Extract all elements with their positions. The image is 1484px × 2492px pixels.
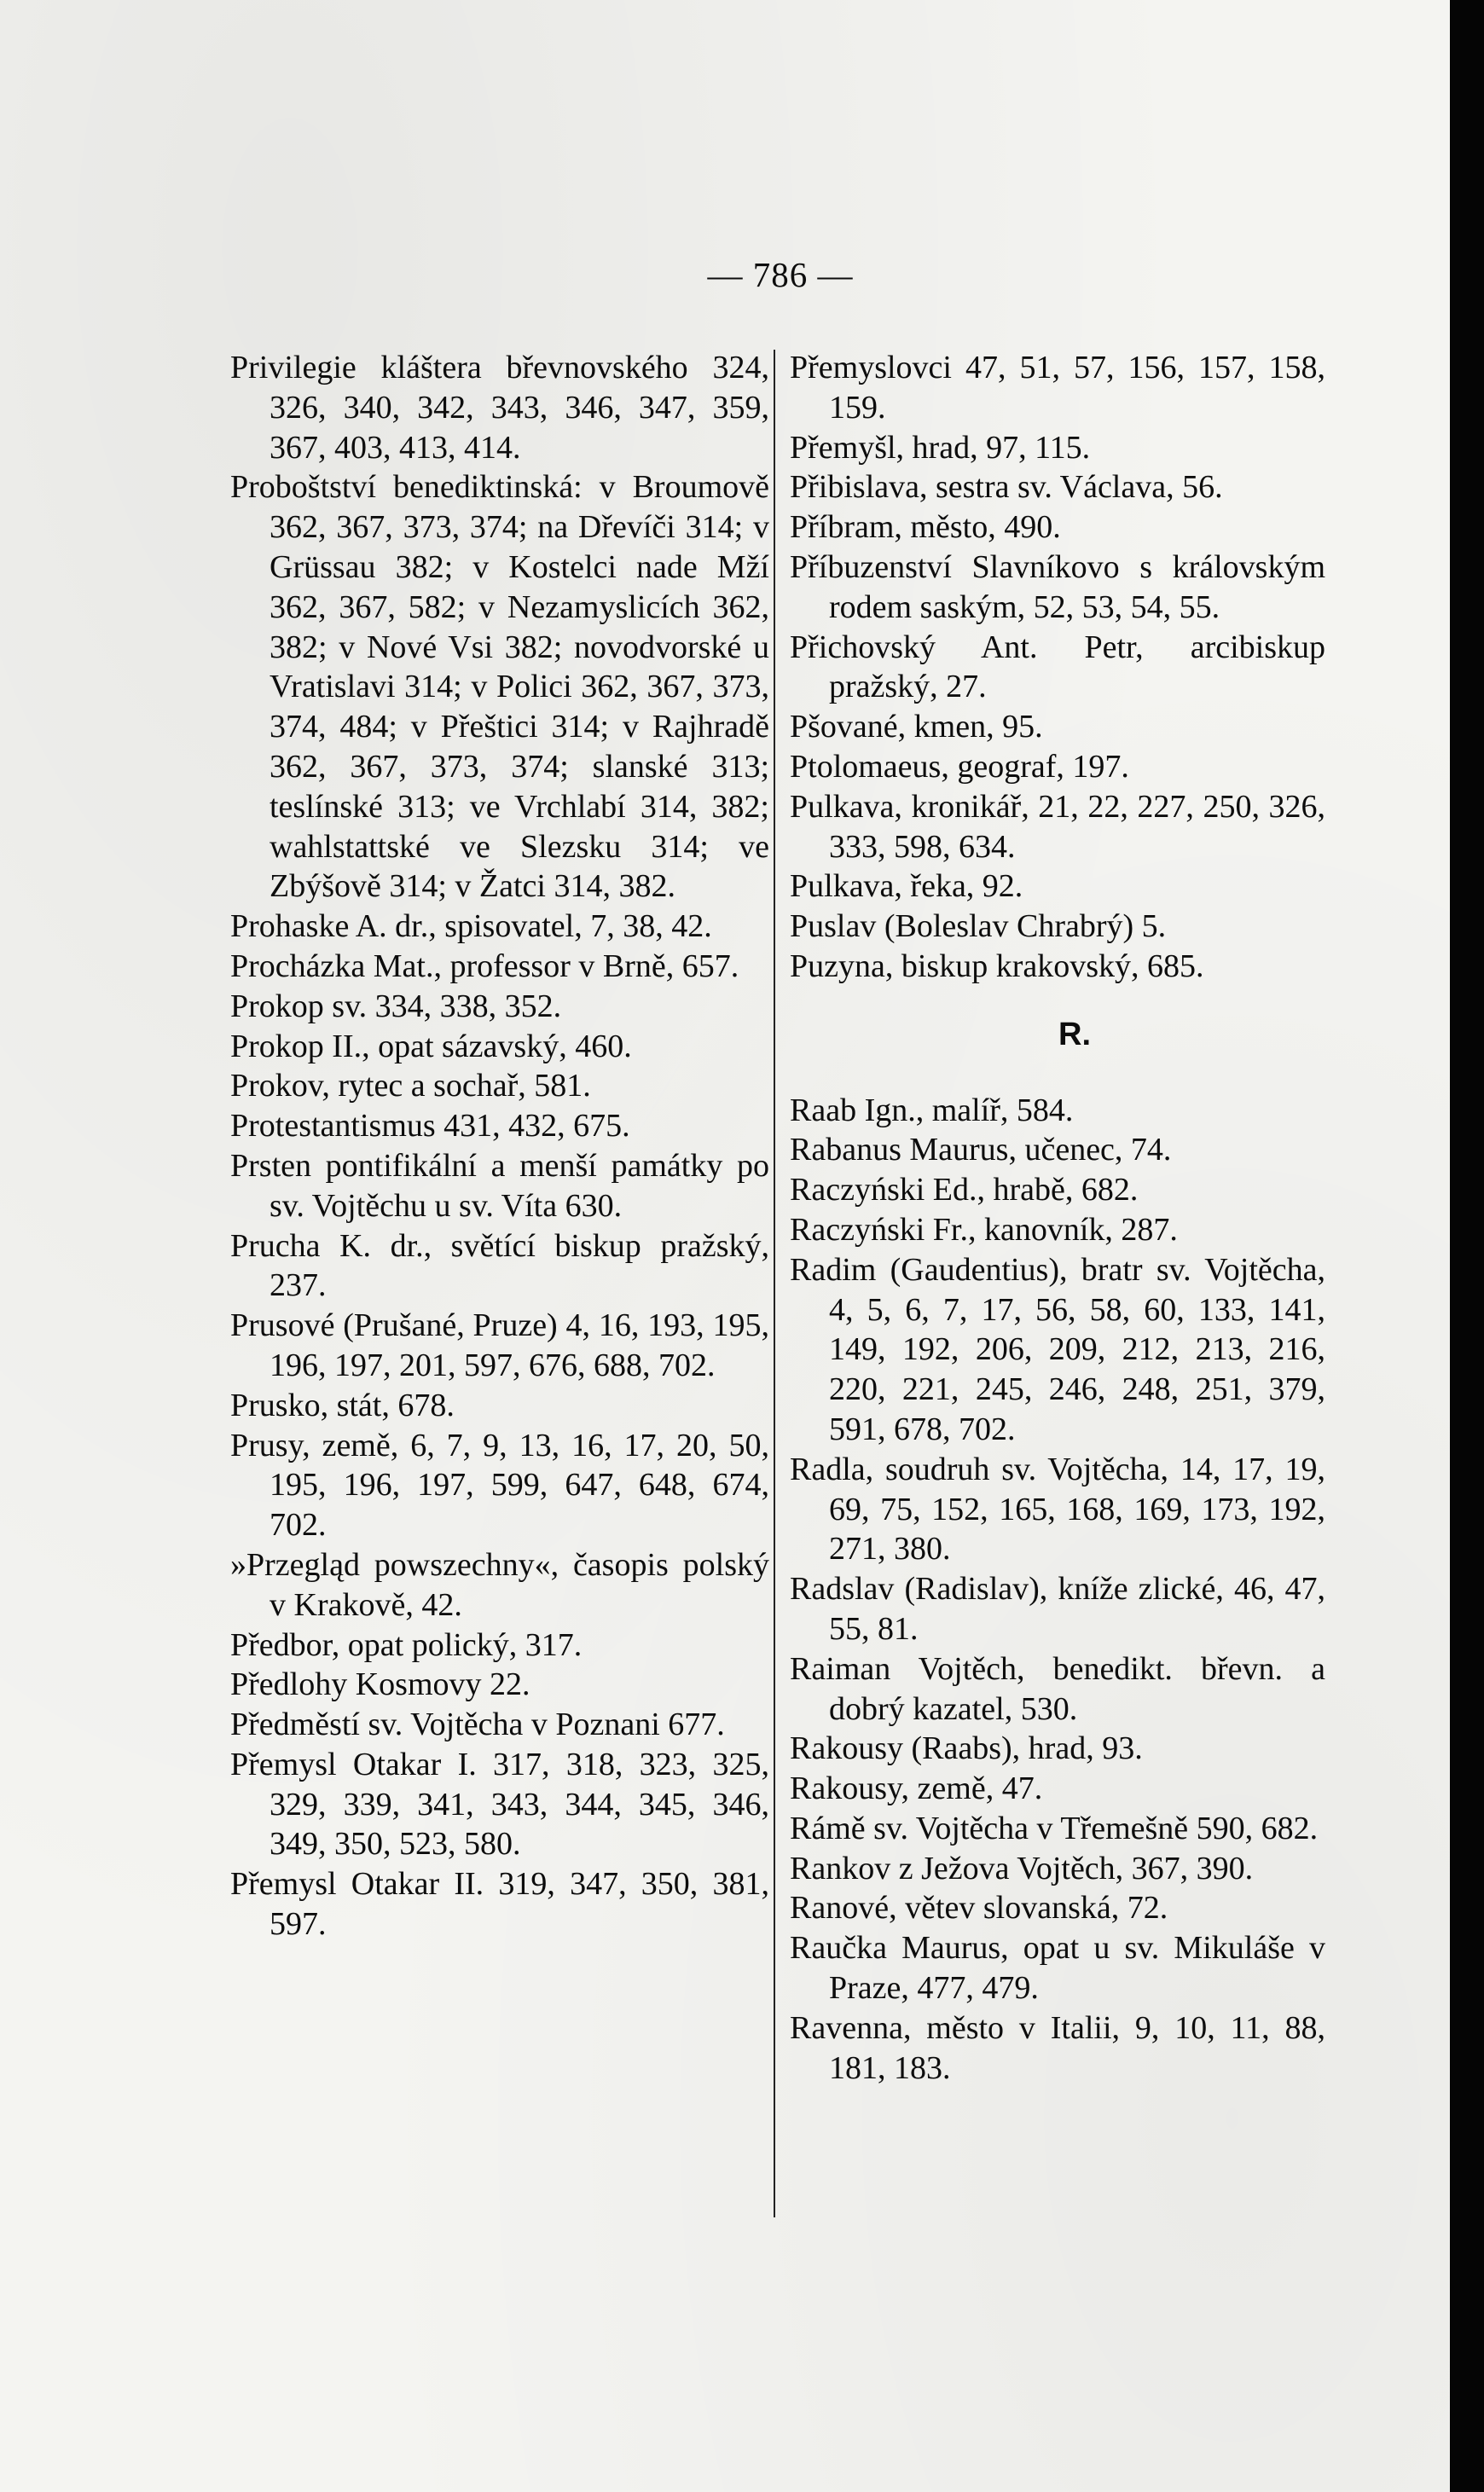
- index-entry: Procházka Mat., professor v Brně, 657.: [230, 948, 739, 984]
- index-entry: Raučka Maurus, opat u sv. Mikuláše v Praze, 477, 479.: [790, 1930, 1325, 2007]
- index-entry: Raczyński Ed., hrabě, 682.: [790, 1172, 1139, 1208]
- index-entry: Přemysl Otakar I. 317, 318, 323, 325, 329, 339, 341, 343, 344, 345, 346, 349, 350, 523, 580.: [230, 1746, 769, 1863]
- index-entry: Proboštství benediktinská: v Broumově 362, 367, 373, 374; na Dřevíči 314; v Grüssau 382; v Kostelci nade Mží 362, 367, 582; v Nezamyslicích 362, 382; v Nové Vsi 382; novodvorské u Vratislavi 314; v Polici 362, 367, 373, 374, 484; v Přeštici 314; v Rajhradě 362, 367, 373, 374; slanské 313; teslínské 313; ve Vrchlabí 314, 382; wahlstattské ve Slezsku 314; ve Zbýšově 314; v Žatci 314, 382.: [230, 469, 769, 905]
- index-entry: Raab Ign., malíř, 584.: [790, 1092, 1074, 1128]
- index-entry: Prusy, země, 6, 7, 9, 13, 16, 17, 20, 50, 195, 196, 197, 599, 647, 648, 674, 702.: [230, 1427, 769, 1544]
- index-entry: Přibislava, sestra sv. Václava, 56.: [790, 469, 1223, 506]
- index-entry: Prokop II., opat sázavský, 460.: [230, 1028, 632, 1064]
- index-entry: Rakousy (Raabs), hrad, 93.: [790, 1730, 1143, 1767]
- index-entry: Rakousy, země, 47.: [790, 1770, 1043, 1807]
- index-entry: Radslav (Radislav), kníže zlické, 46, 47, 55, 81.: [790, 1571, 1325, 1647]
- scan-dark-edge: [1450, 0, 1484, 2492]
- index-entry: Prucha K. dr., světící biskup pražský, 237.: [230, 1227, 769, 1304]
- index-entry: Přemyslovci 47, 51, 57, 156, 157, 158, 159.: [790, 350, 1325, 426]
- index-entry: Puslav (Boleslav Chrabrý) 5.: [790, 908, 1167, 945]
- index-entry: Pšované, kmen, 95.: [790, 709, 1043, 745]
- page-number: — 786 —: [707, 255, 854, 294]
- index-column-left: [230, 348, 769, 1944]
- index-entry: Prusové (Prušané, Pruze) 4, 16, 193, 195, 196, 197, 201, 597, 676, 688, 702.: [230, 1307, 769, 1383]
- index-entry: Prusko, stát, 678.: [230, 1387, 455, 1423]
- section-heading-letter: R.: [1058, 1016, 1091, 1052]
- index-entry: Přemyšl, hrad, 97, 115.: [790, 429, 1091, 466]
- index-entry: Ranové, větev slovanská, 72.: [790, 1890, 1168, 1927]
- index-entry: Rámě sv. Vojtěcha v Třemešně 590, 682.: [790, 1810, 1319, 1846]
- index-entry: Pulkava, kronikář, 21, 22, 227, 250, 326, 333, 598, 634.: [790, 788, 1325, 865]
- index-entry: Rankov z Ježova Vojtěch, 367, 390.: [790, 1850, 1254, 1886]
- index-entry: Raiman Vojtěch, benedikt. břevn. a dobrý kazatel, 530.: [790, 1650, 1325, 1727]
- index-entry: Puzyna, biskup krakovský, 685.: [790, 948, 1204, 984]
- index-entry: Radla, soudruh sv. Vojtěcha, 14, 17, 19, 69, 75, 152, 165, 168, 169, 173, 192, 271, 380.: [790, 1451, 1325, 1568]
- index-entry: Prsten pontifikální a menší památky po sv. Vojtěchu u sv. Víta 630.: [230, 1147, 769, 1224]
- index-entry: Přemysl Otakar II. 319, 347, 350, 381, 597.: [230, 1866, 769, 1943]
- index-entry: Prokov, rytec a sochař, 581.: [230, 1068, 591, 1104]
- index-entry: Pulkava, řeka, 92.: [790, 868, 1023, 905]
- index-entry: Příbuzenství Slavníkovo s královským rodem saským, 52, 53, 54, 55.: [790, 548, 1325, 625]
- index-entry: »Przegląd powszechny«, časopis polský v Krakově, 42.: [230, 1546, 769, 1623]
- index-entry: Ptolomaeus, geograf, 197.: [790, 748, 1129, 785]
- index-entry: Prohaske A. dr., spisovatel, 7, 38, 42.: [230, 908, 712, 945]
- column-divider: [774, 350, 775, 2217]
- index-entry: Předlohy Kosmovy 22.: [230, 1666, 530, 1703]
- index-entry: Raczyński Fr., kanovník, 287.: [790, 1211, 1178, 1248]
- index-entry: Přichovský Ant. Petr, arcibiskup pražský, 27.: [790, 629, 1325, 705]
- index-column-right: [790, 348, 1325, 2088]
- index-entry: Ravenna, město v Italii, 9, 10, 11, 88, 181, 183.: [790, 2009, 1325, 2086]
- index-entry: Předměstí sv. Vojtěcha v Poznani 677.: [230, 1707, 725, 1743]
- index-entry: Rabanus Maurus, učenec, 74.: [790, 1132, 1172, 1168]
- index-entry: Příbram, město, 490.: [790, 509, 1061, 546]
- index-entry: Protestantismus 431, 432, 675.: [230, 1108, 630, 1145]
- index-entry: Privilegie kláštera břevnovského 324, 326, 340, 342, 343, 346, 347, 359, 367, 403, 413, 414.: [230, 350, 769, 466]
- index-entry: Předbor, opat polický, 317.: [230, 1626, 583, 1663]
- index-entry: Radim (Gaudentius), bratr sv. Vojtěcha, 4, 5, 6, 7, 17, 56, 58, 60, 133, 141, 149, 192, 206, 209, 212, 213, 216, 220, 221, 245, 246, 248, 251, 379, 591, 678, 702.: [790, 1251, 1325, 1447]
- index-entry: Prokop sv. 334, 338, 352.: [230, 988, 562, 1024]
